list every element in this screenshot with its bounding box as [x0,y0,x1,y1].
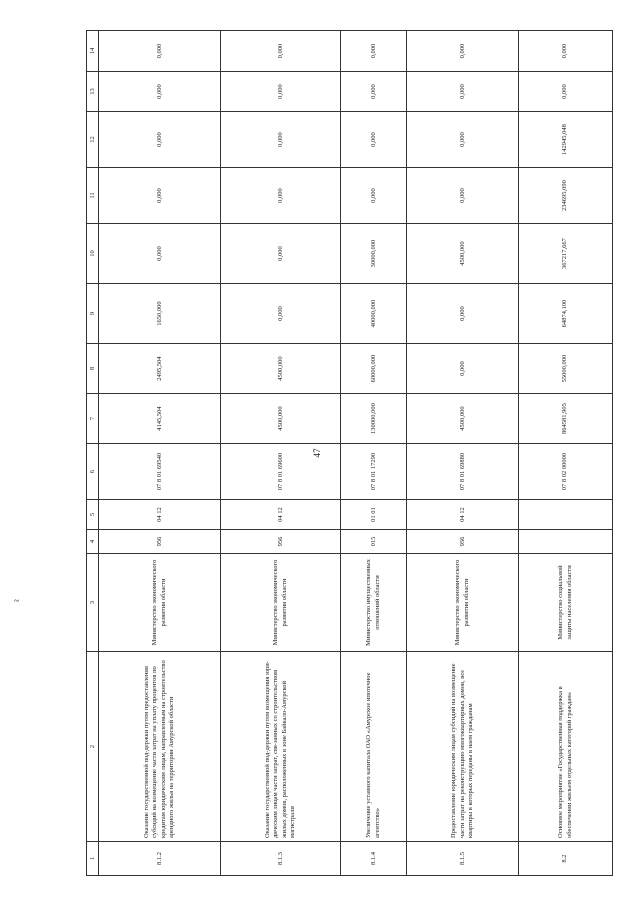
cell-c14: 0,000 [407,31,519,72]
budget-table [86,30,613,876]
cell-c4: 956 [407,530,519,554]
col-header: 5 [87,500,99,530]
cell-c11: 0,000 [221,168,341,224]
activity-name: Оказание государственной под-держки путем предоставления субсидий на возмещение части затрат на уплату процентов по кредитам юридическим лицам, направленным на строительство арендного жилья на территории Амурской области [99,652,221,842]
cell-c11: 0,000 [99,168,221,224]
cell-c10: 4500,000 [407,224,519,284]
activity-name: Оказание государственной под-держки путем возмещения юри-дическим лицам части затрат, свя-занных со строительством жилых домов, расположенных в зоне Байкало-Амурской магистрали [221,652,341,842]
cell-c8: 4500,000 [221,344,341,394]
cell-c13: 0,000 [341,72,407,112]
table-row [519,31,613,876]
cell-c6: 07 8 01 69600 [221,444,341,500]
cell-c8: 0,000 [407,344,519,394]
col-header: 1 [87,842,99,876]
cell-c7: 4500,000 [221,394,341,444]
table-row [341,31,407,876]
scan-mark: ~ [14,596,20,607]
cell-c14: 0,000 [341,31,407,72]
col-header: 13 [87,72,99,112]
cell-c4: 015 [341,530,407,554]
cell-c13: 0,000 [407,72,519,112]
cell-c4 [519,530,613,554]
cell-c12: 0,000 [341,112,407,168]
executor: Министерство социальной защиты населения области [519,554,613,652]
table-row [221,31,341,876]
col-header: 8 [87,344,99,394]
cell-c7: 4500,000 [407,394,519,444]
executor: Министерство экономического развития области [407,554,519,652]
col-header: 11 [87,168,99,224]
cell-c10: 30000,000 [341,224,407,284]
col-header: 9 [87,284,99,344]
col-header: 7 [87,394,99,444]
cell-c14: 0,000 [519,31,613,72]
row-number: 8.1.3 [221,842,341,876]
col-header: 12 [87,112,99,168]
activity-name: Основное мероприятие «Государственная поддержка в обеспечении жильем отдельных категорий граждан» [519,652,613,842]
table-row [407,31,519,876]
cell-c13: 0,000 [519,72,613,112]
executor: Министерство имущественных отношений области [341,554,407,652]
cell-c11: 234695,090 [519,168,613,224]
cell-c7: 864581,905 [519,394,613,444]
cell-c5: 04 12 [99,500,221,530]
cell-c13: 0,000 [99,72,221,112]
cell-c14: 0,000 [221,31,341,72]
cell-c5: 04 12 [221,500,341,530]
cell-c10: 0,000 [99,224,221,284]
cell-c12: 0,000 [407,112,519,168]
activity-name: Предоставление юридическим лицам субсидий на возмещение части затрат на реконструкцию многоквартирных домов, все квартиры в которых переданы в наем гражданам [407,652,519,842]
executor: Министерство экономического развития области [221,554,341,652]
col-header: 3 [87,554,99,652]
row-number: 8.2 [519,842,613,876]
cell-c13: 0,000 [221,72,341,112]
cell-c6: 07 8 01 17290 [341,444,407,500]
cell-c7: 130000,000 [341,394,407,444]
cell-c6: 07 8 01 69540 [99,444,221,500]
col-header: 4 [87,530,99,554]
cell-c4: 956 [99,530,221,554]
cell-c11: 0,000 [341,168,407,224]
cell-c5: 01 01 [341,500,407,530]
cell-c9: 1650,000 [99,284,221,344]
activity-name: Увеличение уставного капитала ОАО «Амурское ипотечное агентство» [341,652,407,842]
cell-c8: 55000,000 [519,344,613,394]
cell-c9: 0,000 [221,284,341,344]
cell-c10: 367217,667 [519,224,613,284]
cell-c7: 4145,504 [99,394,221,444]
cell-c12: 0,000 [99,112,221,168]
table-row [99,31,221,876]
executor: Министерство экономического развития области [99,554,221,652]
col-header: 2 [87,652,99,842]
cell-c11: 0,000 [407,168,519,224]
cell-c6: 07 8 01 69880 [407,444,519,500]
row-number: 8.1.4 [341,842,407,876]
rotated-table-container [86,31,613,876]
row-number: 8.1.5 [407,842,519,876]
cell-c9: 0,000 [407,284,519,344]
cell-c10: 0,000 [221,224,341,284]
col-header: 10 [87,224,99,284]
cell-c12: 0,000 [221,112,341,168]
row-number: 8.1.2 [99,842,221,876]
page-number: 47 [312,448,322,458]
cell-c8: 60000,000 [341,344,407,394]
cell-c4: 956 [221,530,341,554]
col-header: 6 [87,444,99,500]
cell-c9: 64874,100 [519,284,613,344]
col-header: 14 [87,31,99,72]
cell-c5: 04 12 [407,500,519,530]
cell-c9: 40000,000 [341,284,407,344]
cell-c14: 0,000 [99,31,221,72]
cell-c6: 07 8 02 00000 [519,444,613,500]
cell-c8: 2495,504 [99,344,221,394]
cell-c12: 142945,048 [519,112,613,168]
cell-c5 [519,500,613,530]
column-number-row [87,31,99,876]
